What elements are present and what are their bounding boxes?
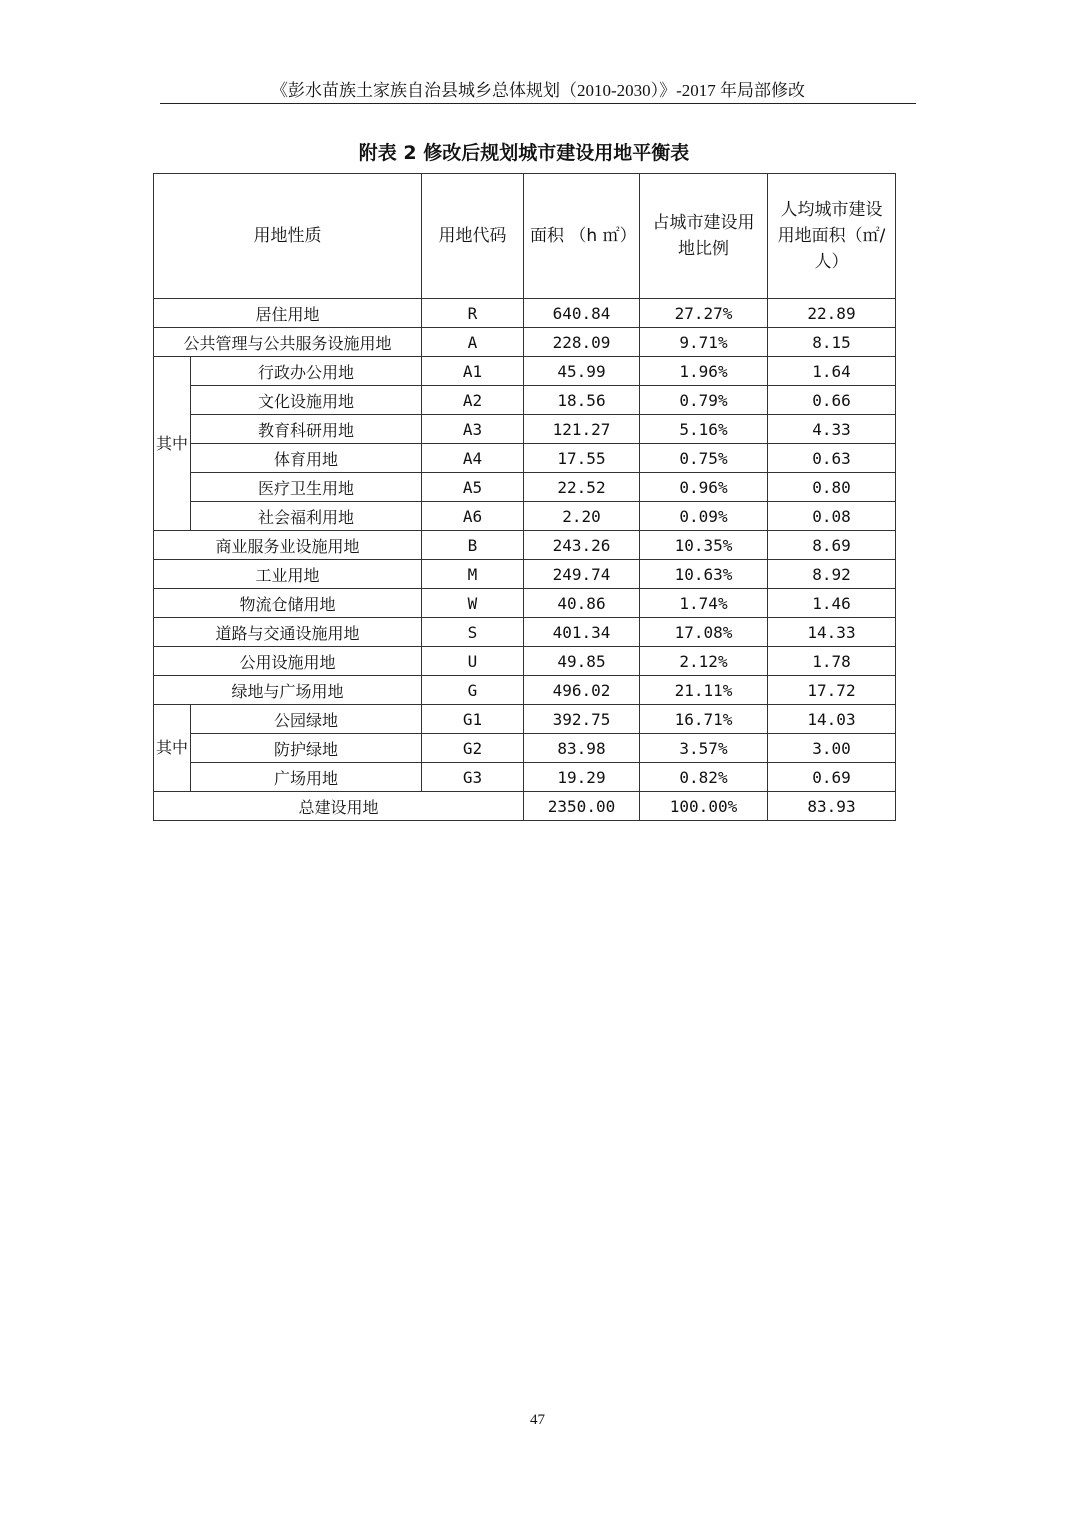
row-area: 18.56 [524,386,640,415]
row-name: 防护绿地 [191,734,422,763]
row-per-capita: 1.46 [768,589,896,618]
col-header-nature: 用地性质 [154,174,422,299]
row-ratio: 0.09% [640,502,768,531]
col-header-area-text: 面积 （h ㎡） [530,226,637,246]
row-code: A2 [422,386,524,415]
row-area: 243.26 [524,531,640,560]
total-row [154,792,896,821]
row-name: 商业服务业设施用地 [154,531,422,560]
row-name: 道路与交通设施用地 [154,618,422,647]
running-header: 《彭水苗族土家族自治县城乡总体规划（2010-2030）》-2017 年局部修改 [270,81,806,100]
row-ratio: 0.82% [640,763,768,792]
col-header-ratio [640,174,768,299]
row-area: 496.02 [524,676,640,705]
table-row [154,560,896,589]
row-ratio: 9.71% [640,328,768,357]
row-name: 绿地与广场用地 [154,676,422,705]
row-code: A3 [422,415,524,444]
table-row [154,299,896,328]
col-header-code: 用地代码 [422,174,524,299]
table-row [154,502,896,531]
row-name: 公共管理与公共服务设施用地 [154,328,422,357]
row-area: 249.74 [524,560,640,589]
row-area: 401.34 [524,618,640,647]
row-area: 640.84 [524,299,640,328]
row-per-capita: 0.08 [768,502,896,531]
row-code: U [422,647,524,676]
land-balance-table [153,173,896,821]
table-row [154,705,896,734]
row-name: 居住用地 [154,299,422,328]
row-per-capita: 17.72 [768,676,896,705]
table-row [154,444,896,473]
row-area: 392.75 [524,705,640,734]
row-name: 公用设施用地 [154,647,422,676]
row-ratio: 27.27% [640,299,768,328]
row-ratio: 17.08% [640,618,768,647]
row-name: 文化设施用地 [191,386,422,415]
row-per-capita: 22.89 [768,299,896,328]
header-rule [160,103,916,104]
row-per-capita: 0.63 [768,444,896,473]
table-header-row [154,174,896,299]
table-row [154,473,896,502]
row-code: G2 [422,734,524,763]
row-code: A [422,328,524,357]
row-ratio: 3.57% [640,734,768,763]
total-ratio: 100.00% [640,792,768,821]
row-code: M [422,560,524,589]
total-per-capita: 83.93 [768,792,896,821]
row-per-capita: 1.78 [768,647,896,676]
table-row [154,763,896,792]
row-per-capita: 3.00 [768,734,896,763]
row-code: W [422,589,524,618]
row-per-capita: 0.66 [768,386,896,415]
row-ratio: 0.96% [640,473,768,502]
table-row [154,734,896,763]
row-per-capita: 8.69 [768,531,896,560]
row-ratio: 10.35% [640,531,768,560]
row-ratio: 16.71% [640,705,768,734]
col-header-per-capita-text: 人均城市建设用地面积（㎡/人） [777,200,886,272]
row-area: 228.09 [524,328,640,357]
table-row [154,647,896,676]
col-header-ratio-text: 占城市建设用地比例 [652,213,755,259]
row-area: 19.29 [524,763,640,792]
row-ratio: 5.16% [640,415,768,444]
row-name: 体育用地 [191,444,422,473]
row-code: A5 [422,473,524,502]
row-ratio: 2.12% [640,647,768,676]
row-ratio: 10.63% [640,560,768,589]
row-area: 83.98 [524,734,640,763]
row-per-capita: 14.33 [768,618,896,647]
row-name: 工业用地 [154,560,422,589]
row-code: R [422,299,524,328]
row-code: A1 [422,357,524,386]
row-area: 17.55 [524,444,640,473]
table-row [154,357,896,386]
table-row [154,415,896,444]
row-name: 医疗卫生用地 [191,473,422,502]
row-ratio: 0.75% [640,444,768,473]
row-ratio: 0.79% [640,386,768,415]
row-area: 45.99 [524,357,640,386]
row-code: B [422,531,524,560]
row-name: 公园绿地 [191,705,422,734]
row-area: 22.52 [524,473,640,502]
table-row [154,589,896,618]
row-code: A6 [422,502,524,531]
page-number: 47 [530,1412,545,1428]
table-row [154,328,896,357]
col-header-per-capita [768,174,896,299]
row-area: 2.20 [524,502,640,531]
table-row [154,676,896,705]
row-per-capita: 4.33 [768,415,896,444]
row-area: 121.27 [524,415,640,444]
row-code: S [422,618,524,647]
row-ratio: 21.11% [640,676,768,705]
row-name: 广场用地 [191,763,422,792]
group-label-g: 其中 [154,705,191,792]
row-code: A4 [422,444,524,473]
row-per-capita: 0.69 [768,763,896,792]
row-per-capita: 0.80 [768,473,896,502]
total-label: 总建设用地 [154,792,524,821]
table-row [154,618,896,647]
row-code: G1 [422,705,524,734]
table-title: 附表 2 修改后规划城市建设用地平衡表 [358,142,690,164]
row-per-capita: 14.03 [768,705,896,734]
row-ratio: 1.96% [640,357,768,386]
row-code: G [422,676,524,705]
row-name: 物流仓储用地 [154,589,422,618]
row-ratio: 1.74% [640,589,768,618]
row-name: 社会福利用地 [191,502,422,531]
row-area: 40.86 [524,589,640,618]
row-per-capita: 8.15 [768,328,896,357]
table-row [154,386,896,415]
total-area: 2350.00 [524,792,640,821]
group-label-a: 其中 [154,357,191,531]
row-per-capita: 8.92 [768,560,896,589]
col-header-area [524,174,640,299]
row-code: G3 [422,763,524,792]
row-per-capita: 1.64 [768,357,896,386]
table-row [154,531,896,560]
row-name: 教育科研用地 [191,415,422,444]
row-name: 行政办公用地 [191,357,422,386]
row-area: 49.85 [524,647,640,676]
